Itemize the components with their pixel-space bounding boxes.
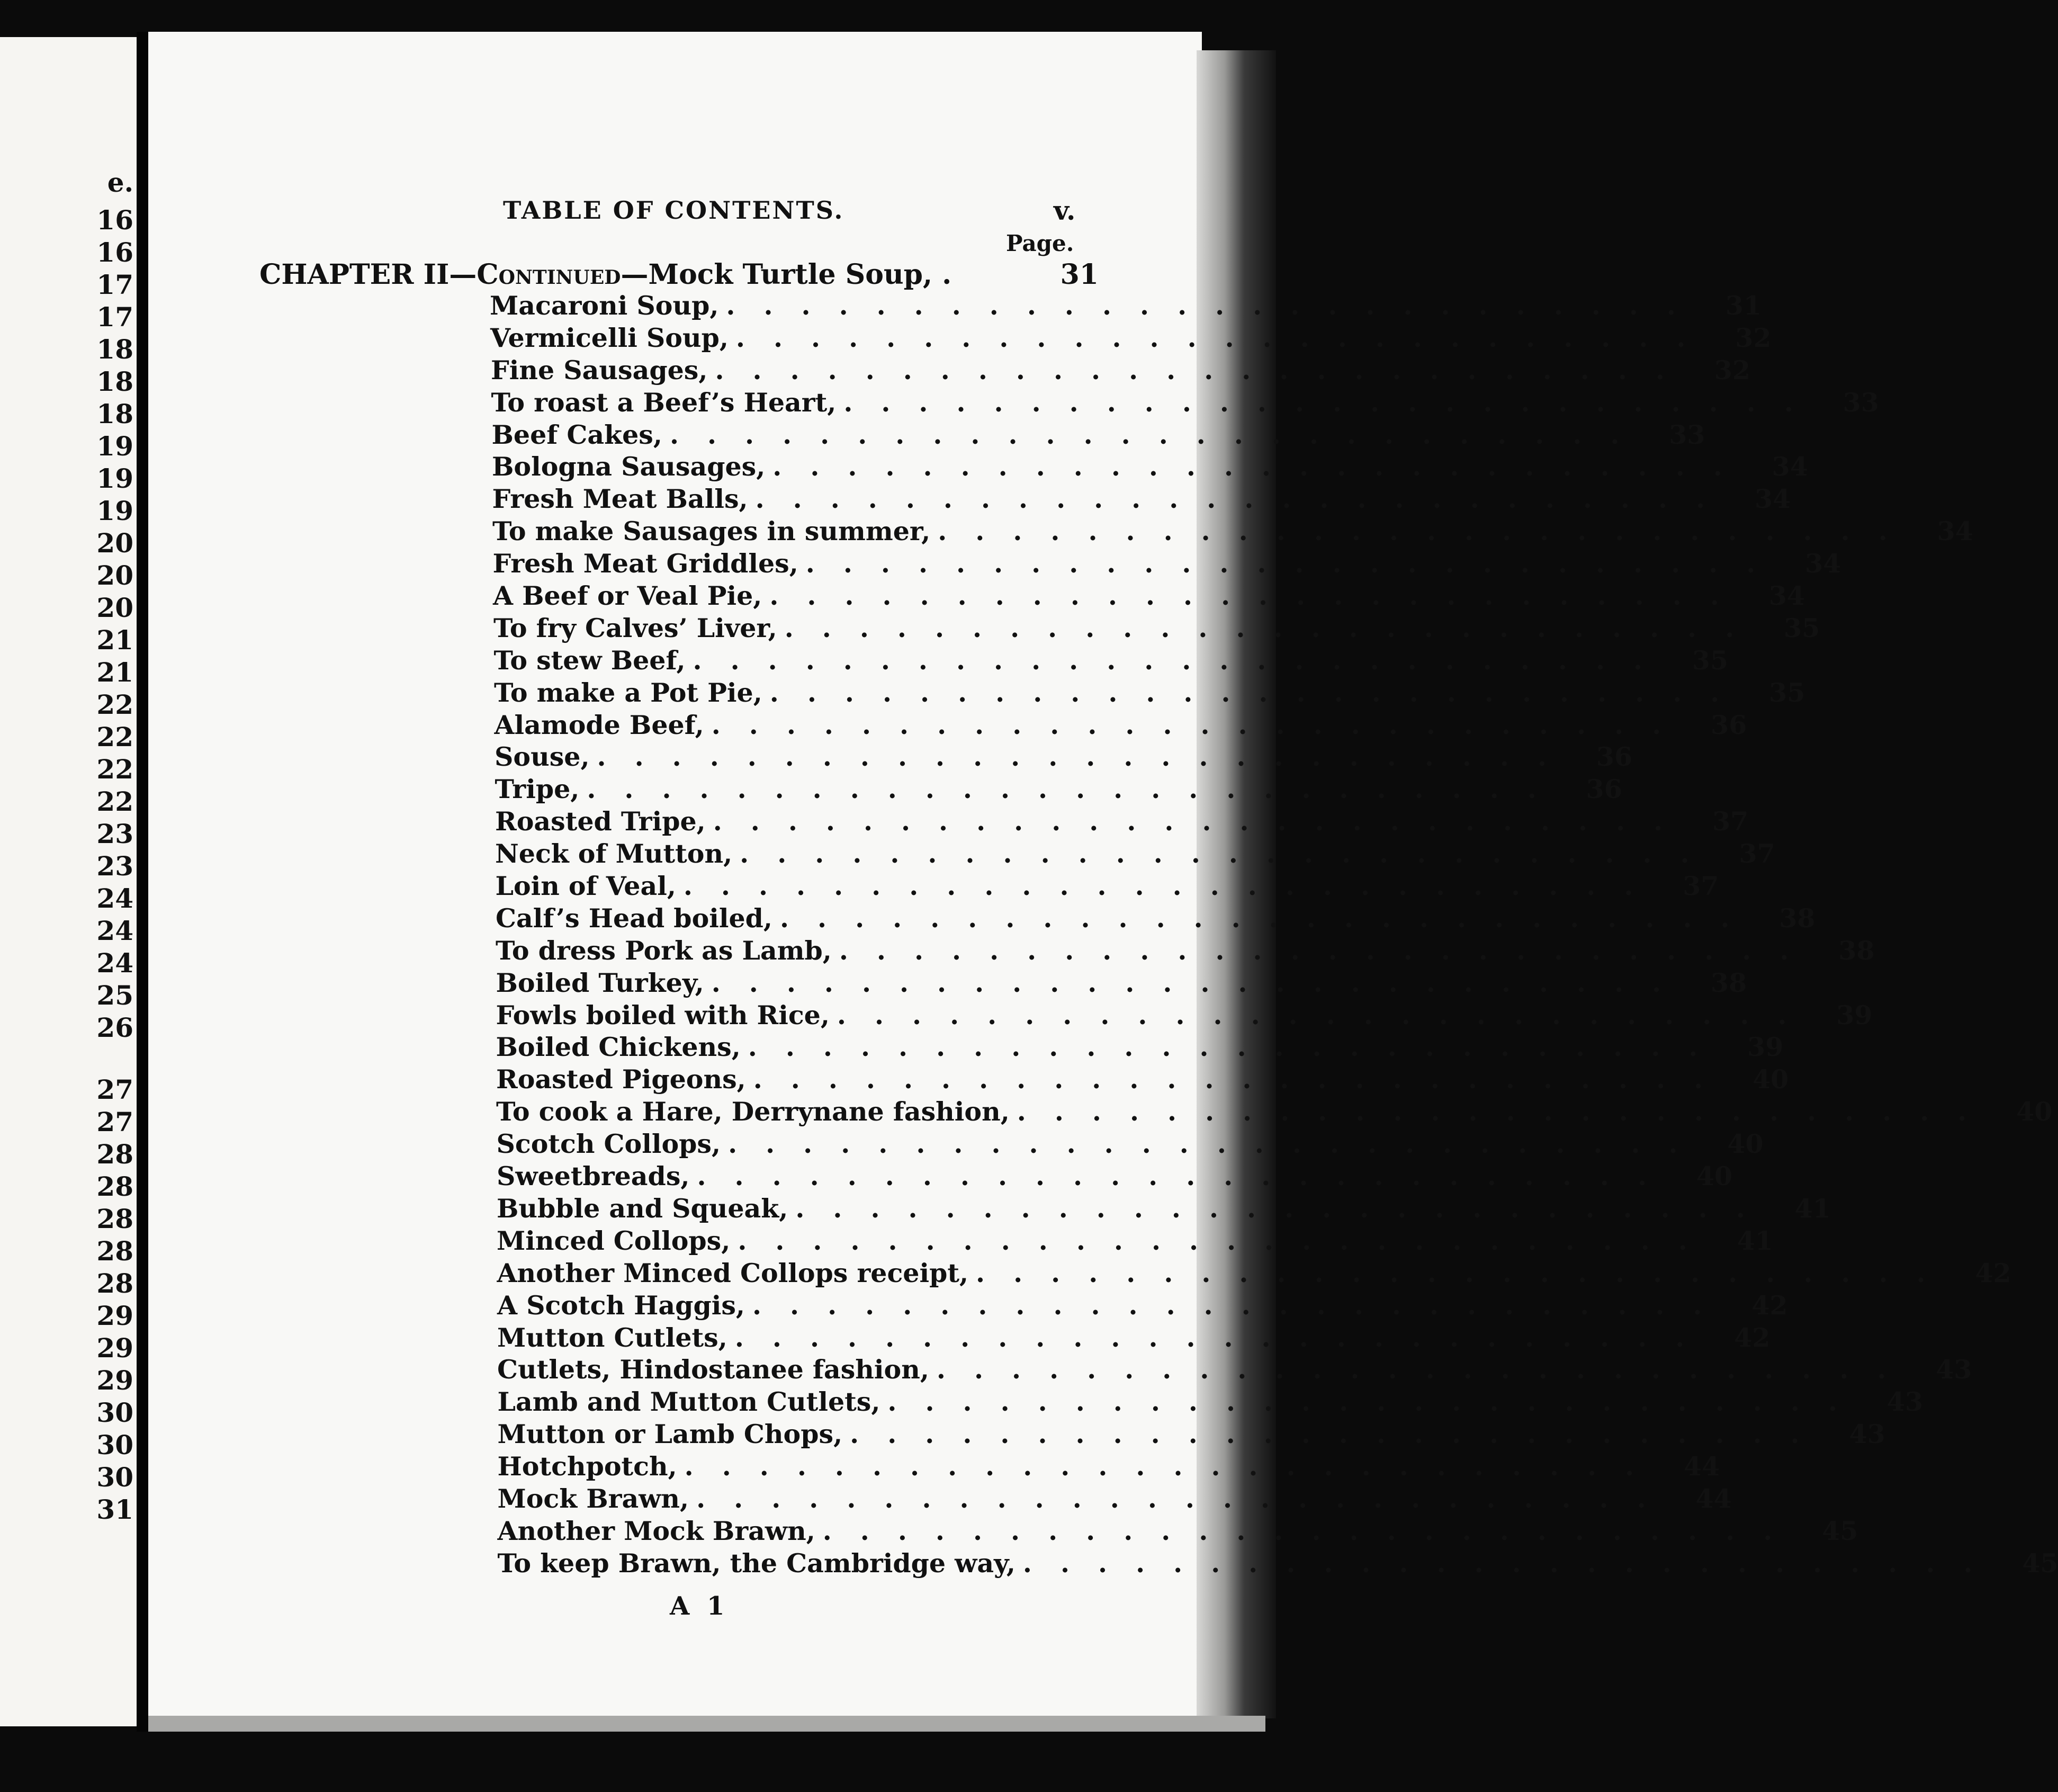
chapter-number: CHAPTER II— [259, 258, 477, 291]
entry-page-number: 44 [1684, 1451, 1720, 1482]
entry-title: Alamode Beef, [494, 709, 704, 740]
entry-page-number: 34 [1768, 580, 1805, 612]
dot-leader: .......................... [772, 451, 1751, 482]
entry-title: Another Minced Collops receipt, [497, 1257, 969, 1288]
entry-title: Macaroni Soup, [490, 290, 719, 321]
running-head-title: TABLE OF CONTENTS. [503, 196, 844, 225]
contents-entry [497, 1386, 1923, 1419]
running-head-page-number: v. [1054, 195, 1076, 226]
contents-entry [493, 612, 1820, 645]
entry-page-number: 38 [1838, 935, 1875, 966]
dot-leader: .......................... [715, 354, 1693, 386]
facing-page-number: 19 [96, 431, 133, 462]
dot-leader: .......................... [753, 1064, 1732, 1095]
facing-page-number: 28 [96, 1171, 133, 1202]
facing-page-number: 18 [96, 366, 133, 397]
entry-title: To fry Calves’ Liver, [493, 612, 777, 643]
contents-entry [490, 290, 1762, 322]
contents-entry [492, 548, 1841, 580]
entry-title: Cutlets, Hindostanee fashion, [497, 1354, 929, 1385]
contents-entry [495, 871, 1719, 903]
dot-leader: .......................... [696, 1483, 1675, 1514]
facing-page-number: 20 [96, 527, 133, 559]
contents-entry [496, 1032, 1784, 1064]
dot-leader: .......................... [795, 1193, 1774, 1224]
dot-leader: .......................... [711, 967, 1690, 998]
facing-page-number: 24 [96, 883, 133, 914]
entry-title: Tripe, [495, 774, 580, 805]
entry-title: Boiled Chickens, [496, 1032, 741, 1063]
dot-leader: .......................... [726, 290, 1704, 321]
dot-leader: .......................... [779, 902, 1758, 934]
dot-leader: .......................... [839, 935, 1818, 966]
entry-page-number: 34 [1805, 548, 1841, 579]
dot-leader: .......................... [738, 1225, 1716, 1256]
entry-title: Hotchpotch, [497, 1451, 677, 1482]
contents-list [490, 290, 2058, 1580]
entry-title: To stew Beef, [493, 644, 686, 676]
facing-left-page [0, 37, 137, 1726]
entry-title: To cook a Hare, Derrynane fashion, [496, 1096, 1010, 1127]
entry-title: Fine Sausages, [491, 354, 708, 386]
contents-entry [497, 1515, 1858, 1548]
contents-entry [497, 1257, 2011, 1290]
contents-entry [491, 387, 1879, 419]
entry-title: To roast a Beef’s Heart, [491, 387, 837, 418]
entry-title: A Beef or Veal Pie, [493, 580, 762, 612]
contents-entry [495, 774, 1622, 806]
entry-page-number: 32 [1714, 354, 1750, 386]
entry-title: Mutton or Lamb Chops, [497, 1419, 843, 1450]
facing-page-number: 28 [96, 1268, 133, 1299]
page-column-label: Page. [1006, 230, 1074, 256]
entry-title: Calf’s Head boiled, [496, 902, 772, 934]
entry-page-number: 43 [1886, 1386, 1923, 1418]
facing-page-number: 30 [96, 1462, 133, 1493]
entry-page-number: 42 [1751, 1289, 1788, 1321]
contents-entry [497, 1354, 1972, 1386]
contents-entry [497, 1451, 1720, 1483]
facing-page-number: 25 [96, 980, 133, 1011]
entry-title: To keep Brawn, the Cambridge way, [497, 1547, 1015, 1579]
facing-page-number: 16 [96, 237, 133, 268]
dot-leader: .......................... [735, 322, 1714, 353]
facing-page-number: 20 [96, 560, 133, 591]
entry-title: Another Mock Brawn, [497, 1515, 815, 1546]
dot-leader: .......................... [684, 1451, 1663, 1482]
entry-page-number: 43 [1849, 1419, 1885, 1450]
contents-entry [491, 354, 1750, 387]
facing-page-number: 28 [96, 1203, 133, 1234]
contents-entry [496, 1096, 2053, 1128]
dot-leader: .......................... [976, 1257, 1954, 1288]
entry-page-number: 31 [1725, 290, 1762, 321]
dot-leader: .......................... [597, 741, 1576, 773]
entry-page-number: 33 [1669, 419, 1705, 450]
dot-leader: . [942, 258, 981, 291]
contents-entry [494, 677, 1805, 710]
entry-page-number: 37 [1739, 838, 1775, 870]
entry-title: Souse, [495, 741, 590, 773]
entry-page-number: 41 [1794, 1193, 1831, 1224]
dot-leader: .......................... [837, 999, 1816, 1031]
dot-leader: .......................... [728, 1128, 1706, 1160]
dot-leader: .......................... [850, 1419, 1828, 1450]
facing-page-number: 22 [96, 689, 133, 720]
entry-page-number: 38 [1711, 967, 1747, 998]
chapter-continued: Continued [477, 258, 621, 291]
entry-title: Fresh Meat Griddles, [492, 548, 798, 579]
entry-page-number: 40 [2016, 1096, 2053, 1127]
entry-page-number: 41 [1737, 1225, 1773, 1256]
facing-page-number: e. [107, 167, 133, 198]
dot-leader: .......................... [752, 1289, 1731, 1321]
facing-page-number: 19 [96, 495, 133, 526]
contents-entry [496, 902, 1816, 935]
entry-title: Fresh Meat Balls, [492, 483, 748, 515]
book-gutter [137, 32, 148, 1732]
chapter-first-entry-title: —Mock Turtle Soup, [621, 258, 933, 291]
facing-page-number: 23 [96, 818, 133, 849]
dot-leader: .......................... [805, 548, 1784, 579]
entry-page-number: 40 [1727, 1128, 1764, 1160]
entry-page-number: 45 [1822, 1515, 1858, 1546]
facing-page-number: 28 [96, 1235, 133, 1267]
facing-page-number: 17 [96, 269, 133, 300]
facing-page-number: 29 [96, 1300, 133, 1331]
entry-title: A Scotch Haggis, [497, 1289, 745, 1321]
page-bottom-edge [148, 1716, 1265, 1732]
entry-page-number: 42 [1975, 1257, 2011, 1288]
dot-leader: .......................... [1017, 1096, 1996, 1127]
entry-page-number: 34 [1754, 483, 1791, 515]
dot-leader: .......................... [740, 838, 1718, 870]
contents-entry [497, 1483, 1732, 1516]
dot-leader: .......................... [748, 1032, 1727, 1063]
entry-title: To make a Pot Pie, [494, 677, 762, 708]
entry-title: Roasted Pigeons, [496, 1064, 746, 1095]
facing-page-number: 20 [96, 592, 133, 623]
contents-entry [495, 741, 1633, 774]
entry-title: To dress Pork as Lamb, [496, 935, 832, 966]
entry-page-number: 44 [1695, 1483, 1732, 1514]
entry-page-number: 40 [1696, 1161, 1733, 1192]
entry-title: Bologna Sausages, [492, 451, 766, 482]
dot-leader: .......................... [755, 483, 1734, 515]
facing-page-number: 22 [96, 721, 133, 752]
facing-page-number: 23 [96, 850, 133, 882]
chapter-label [259, 258, 932, 291]
contents-entry [497, 1547, 2058, 1580]
entry-title: Scotch Collops, [496, 1128, 721, 1160]
entry-page-number: 34 [1772, 451, 1808, 482]
entry-title: Boiled Turkey, [496, 967, 704, 998]
facing-page-number: 19 [96, 463, 133, 494]
facing-page-number: 30 [96, 1397, 133, 1428]
entry-page-number: 35 [1769, 677, 1805, 708]
entry-title: Bubble and Squeak, [497, 1193, 788, 1224]
dot-leader: .......................... [887, 1386, 1866, 1418]
facing-page-number: 26 [96, 1012, 133, 1043]
dot-leader: .......................... [669, 419, 1648, 450]
facing-page-number: 18 [96, 334, 133, 365]
contents-entry [495, 806, 1749, 838]
contents-entry [496, 999, 1873, 1032]
contents-entry [496, 935, 1875, 967]
entry-page-number: 37 [1712, 806, 1749, 837]
entry-page-number: 34 [1937, 516, 1973, 547]
chapter-first-entry-page: 31 [1060, 258, 1099, 291]
entry-title: To make Sausages in summer, [492, 516, 931, 547]
contents-entry [496, 1128, 1764, 1161]
facing-page-number: 16 [96, 204, 133, 236]
dot-leader: .......................... [697, 1161, 1676, 1192]
contents-entry [495, 838, 1775, 871]
entry-title: Lamb and Mutton Cutlets, [497, 1386, 880, 1418]
entry-title: Loin of Veal, [495, 871, 676, 902]
entry-title: Neck of Mutton, [495, 838, 733, 870]
entry-title: Sweetbreads, [497, 1161, 690, 1192]
entry-title: Vermicelli Soup, [490, 322, 729, 353]
dot-leader: .......................... [938, 516, 1916, 547]
facing-page-number: 22 [96, 754, 133, 785]
facing-page-number: 17 [96, 301, 133, 333]
contents-entry [496, 967, 1747, 1000]
entry-title: Minced Collops, [497, 1225, 731, 1256]
entry-title: Fowls boiled with Rice, [496, 999, 830, 1031]
contents-entry [492, 483, 1791, 516]
dot-leader: .......................... [587, 774, 1565, 805]
facing-page-number: 18 [96, 398, 133, 429]
entry-page-number: 32 [1735, 322, 1772, 353]
contents-entry [491, 419, 1705, 452]
entry-page-number: 42 [1734, 1322, 1771, 1353]
entry-page-number: 39 [1747, 1032, 1784, 1063]
chapter-heading-row [259, 258, 1099, 291]
contents-entry [497, 1289, 1788, 1322]
entry-title: Roasted Tripe, [495, 806, 706, 837]
entry-title: Beef Cakes, [491, 419, 662, 450]
facing-page-number: 21 [96, 624, 133, 656]
facing-page-number: 30 [96, 1429, 133, 1461]
dot-leader: .......................... [784, 612, 1763, 643]
entry-page-number: 36 [1711, 709, 1747, 740]
facing-page-number: 27 [96, 1106, 133, 1137]
contents-entry [497, 1193, 1831, 1225]
entry-page-number: 38 [1779, 902, 1816, 934]
dot-leader: .......................... [769, 580, 1748, 612]
facing-page-number: 24 [96, 947, 133, 979]
dot-leader: .......................... [693, 644, 1671, 676]
facing-page-number: 24 [96, 915, 133, 946]
contents-entry [492, 516, 1973, 548]
entry-page-number: 35 [1692, 644, 1729, 676]
facing-page-number: 31 [96, 1494, 133, 1525]
dot-leader: .......................... [769, 677, 1748, 708]
signature-mark: A 1 [670, 1591, 729, 1621]
facing-page-number: 21 [96, 657, 133, 688]
entry-page-number: 40 [1753, 1064, 1789, 1095]
dot-leader: .......................... [711, 709, 1690, 740]
entry-page-number: 36 [1586, 774, 1622, 805]
entry-title: Mutton Cutlets, [497, 1322, 727, 1353]
contents-entry [494, 709, 1747, 742]
entry-page-number: 39 [1836, 999, 1873, 1031]
contents-entry [493, 644, 1729, 677]
dot-leader: .......................... [936, 1354, 1915, 1385]
dot-leader: .......................... [1022, 1547, 2001, 1579]
contents-entry [497, 1161, 1733, 1193]
dot-leader: .......................... [683, 871, 1662, 902]
contents-entry [493, 580, 1805, 613]
facing-page-number: 22 [96, 786, 133, 817]
contents-entry [497, 1419, 1885, 1451]
dot-leader: .......................... [734, 1322, 1713, 1353]
entry-page-number: 43 [1936, 1354, 1972, 1385]
entry-page-number: 35 [1784, 612, 1820, 643]
contents-entry [497, 1322, 1771, 1355]
facing-page-number: 29 [96, 1365, 133, 1396]
contents-entry [490, 322, 1772, 355]
facing-page-number: 28 [96, 1139, 133, 1170]
entry-page-number: 33 [1843, 387, 1879, 418]
entry-page-number: 45 [2022, 1547, 2058, 1579]
contents-entry [496, 1064, 1789, 1096]
contents-entry [492, 451, 1808, 483]
dot-leader: .......................... [843, 387, 1822, 418]
entry-page-number: 37 [1683, 871, 1719, 902]
dot-leader: .......................... [713, 806, 1692, 837]
contents-entry [497, 1225, 1773, 1258]
entry-title: Mock Brawn, [497, 1483, 689, 1514]
entry-page-number: 36 [1596, 741, 1633, 773]
facing-page-number: 27 [96, 1074, 133, 1105]
facing-page-number: 29 [96, 1332, 133, 1364]
dot-leader: .......................... [822, 1515, 1801, 1546]
